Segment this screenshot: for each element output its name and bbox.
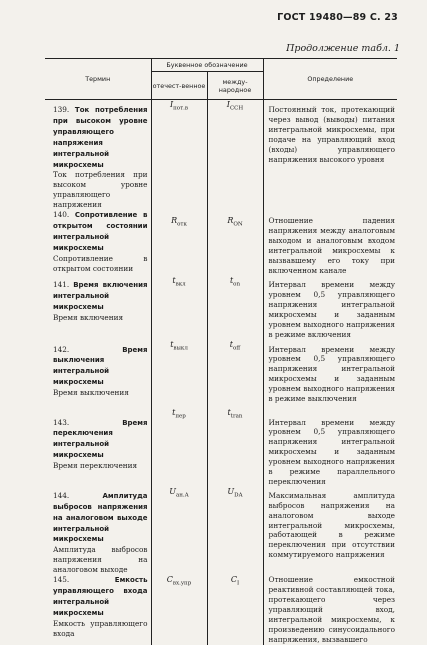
- symbol-international: $t_{off}$: [207, 340, 263, 408]
- table-row: [45, 276, 397, 339]
- term-number: 145.: [53, 575, 70, 585]
- table-row: [45, 340, 397, 408]
- definition-text: Интервал времени между уровнем 0,5 управляющего напряжения интегральной микросхемы и заданным уровнем выходного напряжения в режиме выключения: [263, 340, 397, 408]
- definition-text: Отношение падения напряжения между аналоговым выходом и аналоговым входом интегральной микросхемы к вызвавшему его току при включенном канале: [263, 210, 397, 276]
- symbol-domestic: $I_{пот.в}$: [151, 100, 207, 211]
- page-header-standard: ГОСТ 19480—89 С. 23: [277, 12, 398, 23]
- term-bold: Время выключения интегральной микросхемы: [53, 345, 148, 387]
- terms-table: [45, 58, 397, 645]
- symbol-international: $t_{on}$: [207, 276, 263, 339]
- symbol-domestic: $U_{ан.А}$: [151, 487, 207, 575]
- term-short: Емкость управляющего входа: [53, 618, 148, 638]
- symbol-domestic: $R_{отк}$: [151, 210, 207, 276]
- definition-text: Постоянный ток, протекающий через вывод (выводы) питания интегральной микросхемы, при подаче на управляющий вход (входы) управляющего напряжения высокого уровня: [263, 100, 397, 211]
- col-header-term: Термин: [45, 59, 151, 100]
- symbol-international: $I_{CCH}$: [207, 100, 263, 211]
- symbol-domestic: $t_{пер}$: [151, 408, 207, 487]
- term-number: 139.: [53, 105, 70, 114]
- symbol-domestic: $C_{вх.упр}$: [151, 575, 207, 645]
- table-row: [45, 487, 397, 575]
- term-bold: Сопротивление в открытом состоянии интегральной микросхемы: [53, 211, 148, 252]
- definition-text: Отношение емкостной реактивной составляющей тока, протекающего через управляющий вход, интегральной микросхемы, к произведению синусоидального напряжения, вызвавшего: [263, 575, 397, 645]
- table-continuation-label: Продолжение табл. 1: [286, 43, 400, 54]
- symbol-international: $R_{ON}$: [207, 210, 263, 276]
- term-number: 140.: [53, 210, 70, 220]
- col-header-international: между-народное: [207, 72, 263, 100]
- term-short: Время выключения: [53, 388, 129, 398]
- col-header-definition: Определение: [263, 59, 397, 100]
- term-short: Ток потребления при высоком уровне управляющего напряжения: [53, 170, 148, 210]
- term-bold: Емкость управляющего входа интегральной микросхемы: [53, 576, 148, 617]
- table-row: [45, 575, 397, 645]
- symbol-international: $t_{tran}$: [207, 408, 263, 487]
- term-short: Время включения: [53, 312, 124, 322]
- term-number: 144.: [53, 490, 70, 500]
- symbol-international: $C_I$: [207, 575, 263, 645]
- term-short: Амплитуда выбросов напряжения на аналоговом выходе: [53, 545, 148, 575]
- definition-text: Максимальная амплитуда выбросов напряжения на аналоговом выходе интегральной микросхемы, работающей в режиме переключения при отсутствии коммутируемого напряжения: [263, 487, 397, 575]
- term-short: Время переключения: [53, 461, 138, 471]
- term-number: 143.: [53, 417, 70, 427]
- term-number: 141.: [53, 280, 70, 290]
- definition-text: Интервал времени между уровнем 0,5 управляющего напряжения интегральной микросхемы и заданным уровнем выходного напряжения в режиме включения: [263, 276, 397, 339]
- symbol-domestic: $t_{выкл}$: [151, 340, 207, 408]
- term-bold: Ток потребления при высоком уровне управляющего напряжения интегральной микросхемы: [53, 106, 148, 169]
- symbol-international: $U_{DA}$: [207, 487, 263, 575]
- definition-text: Интервал времени между уровнем 0,5 управляющего напряжения интегральной микросхемы и заданным уровнем выходного напряжения в режиме параллельного переключения: [263, 408, 397, 487]
- term-bold: Время включения интегральной микросхемы: [53, 281, 148, 311]
- term-short: Сопротивление в открытом состоянии: [53, 253, 148, 273]
- table-row: [45, 408, 397, 487]
- col-header-domestic: отечест-венное: [151, 72, 207, 100]
- term-number: 142.: [53, 344, 70, 354]
- col-header-notation: Буквенное обозначение: [151, 59, 263, 72]
- term-bold: Амплитуда выбросов напряжения на аналоговом выходе интегральной микросхемы: [53, 491, 148, 544]
- table-row: [45, 100, 397, 211]
- term-bold: Время переключения интегральной микросхемы: [53, 418, 148, 460]
- table-row: [45, 210, 397, 276]
- symbol-domestic: $t_{вкл}$: [151, 276, 207, 339]
